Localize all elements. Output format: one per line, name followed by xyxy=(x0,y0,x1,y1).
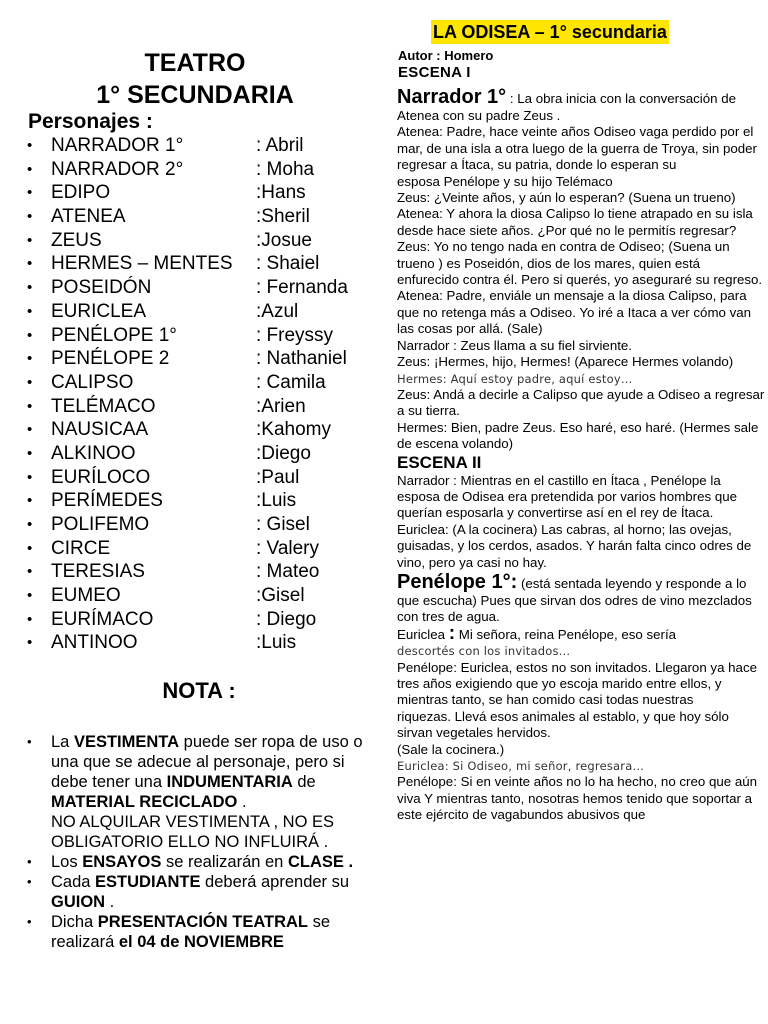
cast-row xyxy=(27,608,387,632)
scene-heading: ESCENA I xyxy=(398,64,471,81)
cast-actor: : Shaiel xyxy=(256,253,320,275)
script-line: descortés con los invitados… xyxy=(397,644,571,659)
note-keyword: GUION xyxy=(51,893,106,911)
nota-heading: NOTA : xyxy=(162,678,236,703)
cast-row xyxy=(27,276,387,300)
script-line: esposa Penélope y su hijo Telémaco xyxy=(397,173,613,189)
cast-actor: :Hans xyxy=(256,182,306,204)
cast-actor: :Gisel xyxy=(256,585,305,607)
author-line: Autor : Homero xyxy=(398,48,494,63)
bullet-icon: • xyxy=(27,444,33,462)
cast-row xyxy=(27,371,387,395)
cast-row xyxy=(27,537,387,561)
bullet-icon: • xyxy=(27,208,33,226)
cast-role: HERMES – MENTES xyxy=(51,253,233,275)
cast-role: NARRADOR 1° xyxy=(51,135,184,156)
cast-role: NAUSICAA xyxy=(51,419,149,441)
note-keyword: MATERIAL RECICLADO xyxy=(51,793,238,811)
cast-role: EDIPO xyxy=(51,182,111,204)
cast-role: PENÉLOPE 1° xyxy=(51,324,177,346)
bullet-icon: • xyxy=(27,734,32,749)
bullet-icon: • xyxy=(27,563,33,581)
note-presentation xyxy=(27,912,367,952)
script-line xyxy=(397,86,765,124)
bullet-icon: • xyxy=(27,302,33,320)
bullet-icon: • xyxy=(27,492,33,510)
scene-heading: ESCENA II xyxy=(397,452,482,472)
cast-role: EUMEO xyxy=(51,585,121,607)
page-title-line2: 1° SECUNDARIA xyxy=(96,81,294,109)
bullet-icon: • xyxy=(27,634,33,652)
cast-row xyxy=(27,560,387,584)
note-keyword: PRESENTACIÓN TEATRAL xyxy=(97,913,309,931)
bullet-icon: • xyxy=(27,914,32,929)
cast-actor: :Diego xyxy=(256,442,311,464)
note-keyword: ESTUDIANTE xyxy=(95,873,201,891)
cast-actor: : Fernanda xyxy=(256,277,348,299)
cast-actor: :Josue xyxy=(256,229,312,251)
script-line: Narrador : Zeus llama a su fiel sirviente. xyxy=(397,337,633,353)
cast-role: CALIPSO xyxy=(51,371,134,393)
bullet-icon: • xyxy=(27,516,33,533)
cast-actor: : Abril xyxy=(256,135,304,156)
bullet-icon: • xyxy=(27,587,33,605)
speaker-label: Narrador 1° xyxy=(397,86,507,108)
note-text: NO ALQUILAR VESTIMENTA , NO ES OBLIGATORIO ELLO NO INFLUIRÁ . xyxy=(51,813,335,851)
cast-actor: : Freyssy xyxy=(256,324,334,346)
bullet-icon: • xyxy=(27,184,33,202)
cast-actor: :Luis xyxy=(256,490,297,512)
cast-row xyxy=(27,395,387,419)
bullet-icon: • xyxy=(27,421,33,439)
cast-actor: :Sheril xyxy=(256,206,310,228)
cast-actor: :Arien xyxy=(256,395,306,417)
note-text: Los xyxy=(51,853,83,871)
cast-role: NARRADOR 2° xyxy=(51,158,184,180)
script-line: Atenea: Y ahora la diosa Calipso lo tiene atrapado en su isla desde hace siete años. ¿Por qué no le permitís regresar? xyxy=(397,206,753,238)
script-line: Zeus: ¿Veinte años, y aún lo esperan? (Suena un trueno) xyxy=(397,190,736,206)
note-text: . xyxy=(237,793,247,811)
cast-row xyxy=(27,324,387,348)
bullet-icon: • xyxy=(27,468,33,486)
cast-list xyxy=(27,134,387,655)
cast-row xyxy=(27,181,387,205)
bullet-icon: • xyxy=(27,279,33,297)
cast-role: EURÍMACO xyxy=(51,608,154,630)
script-line: Penélope: Euriclea, estos no son invitados. Llegaron ya hace tres años exigiendo que yo escoja marido entre ellos, y mientras tanto, se han comido casi todas nuestras xyxy=(397,659,757,708)
script-line: Euriclea: (A la cocinera) Las cabras, al horno; las ovejas, guisadas, y los cerdos, asados. Y harán falta cinco odres de vino, pero ya casi no hay. xyxy=(397,521,752,570)
note-keyword: el 04 de NOVIEMBRE xyxy=(118,933,284,951)
note-text: puede ser ropa de uso o una que se adecue al personaje, pero si debe tener una xyxy=(51,733,363,791)
note-text: deberá aprender su xyxy=(200,873,350,891)
document-title: LA ODISEA – 1° secundaria xyxy=(433,22,667,42)
script-line: Zeus: Andá a decirle a Calipso que ayude a Odiseo a regresar a su tierra. xyxy=(397,386,765,419)
cast-actor: : Diego xyxy=(256,608,317,630)
cast-row xyxy=(27,347,387,371)
script-line: Zeus: Yo no tengo nada en contra de Odiseo; (Suena un trueno ) es Poseidón, dios de los mares, quien está enfurecido contra él. Pero si querés, yo aseguraré su regreso. xyxy=(397,239,763,288)
note-keyword: VESTIMENTA xyxy=(73,733,180,751)
cast-actor: : Gisel xyxy=(256,514,310,535)
cast-role: EURICLEA xyxy=(51,300,147,322)
cast-actor: :Azul xyxy=(256,300,299,322)
cast-role: EURÍLOCO xyxy=(51,466,151,488)
cast-row xyxy=(27,631,387,655)
cast-row xyxy=(27,229,387,253)
script-line: Hermes: Aquí estoy padre, aquí estoy… xyxy=(397,371,633,386)
bullet-icon: • xyxy=(27,874,32,889)
note-keyword: ENSAYOS xyxy=(82,853,162,871)
cast-row xyxy=(27,134,387,158)
bullet-icon: • xyxy=(27,350,33,368)
cast-role: PENÉLOPE 2 xyxy=(51,348,170,370)
cast-role: TERESIAS xyxy=(51,561,145,583)
cast-role: ZEUS xyxy=(51,229,102,251)
cast-role: ANTINOO xyxy=(51,632,138,654)
cast-actor: : Moha xyxy=(256,158,315,180)
script-line: (Sale la cocinera.) xyxy=(397,741,505,757)
script-line: Hermes: Bien, padre Zeus. Eso haré, eso haré. (Hermes sale de escena volando) xyxy=(397,419,759,452)
bullet-icon: • xyxy=(27,255,33,273)
cast-role: POSEIDÓN xyxy=(51,277,152,299)
speaker-label: Penélope 1°: xyxy=(397,570,518,593)
note-text: Cada xyxy=(51,873,96,891)
cast-actor: : Valery xyxy=(256,537,320,559)
cast-actor: :Luis xyxy=(256,632,297,654)
note-text: de xyxy=(292,773,316,791)
script-column xyxy=(396,0,768,1024)
bullet-icon: • xyxy=(27,160,33,178)
script-body xyxy=(397,86,765,824)
cast-actor: :Paul xyxy=(256,466,300,488)
cast-role: CIRCE xyxy=(51,537,111,559)
note-text: . xyxy=(105,893,115,911)
cast-heading: Personajes : xyxy=(28,110,153,133)
note-text: Dicha xyxy=(51,913,98,931)
note-rehearsals xyxy=(27,852,367,872)
bullet-icon: • xyxy=(27,373,33,391)
cast-role: POLIFEMO xyxy=(51,514,150,535)
note-keyword: CLASE . xyxy=(287,853,354,871)
bullet-icon: • xyxy=(27,137,33,154)
bullet-icon: • xyxy=(27,539,33,557)
script-line: riquezas. Llevá esos animales al establo, y que hoy sólo sirvan vegetales hervidos. xyxy=(397,708,729,741)
bullet-icon: • xyxy=(27,326,33,344)
dialogue-text: : La obra inicia con la conversación de Atenea con su padre Zeus . xyxy=(397,91,737,123)
note-text: se realizarán en xyxy=(161,853,288,871)
bullet-icon: • xyxy=(27,854,32,869)
cast-role: ATENEA xyxy=(51,206,126,228)
cast-row xyxy=(27,442,387,466)
cast-row xyxy=(27,513,387,537)
cast-row xyxy=(27,584,387,608)
cast-actor: : Mateo xyxy=(256,561,320,583)
speaker-colon: : xyxy=(448,622,456,644)
script-line: Euriclea: Si Odiseo, mi señor, regresara… xyxy=(397,759,645,774)
cast-row xyxy=(27,158,387,182)
bullet-icon: • xyxy=(27,397,33,415)
dialogue-text: (está sentada leyendo y responde a lo que escucha) Pues que sirvan dos odres de vino mezclados con tres de agua. xyxy=(397,575,752,625)
cast-row xyxy=(27,489,387,513)
cast-actor: : Camila xyxy=(256,371,326,393)
cast-row xyxy=(27,466,387,490)
bullet-icon: • xyxy=(27,610,33,628)
note-text: La xyxy=(51,733,74,751)
cast-role: PERÍMEDES xyxy=(51,490,163,512)
cast-role: ALKINOO xyxy=(51,442,136,464)
script-line: Atenea: Padre, hace veinte años Odiseo vaga perdido por el mar, de una isla a otra luego de la guerra de Troya, sin poder regresar a Ítaca, su patria, donde lo esperan su xyxy=(397,124,757,173)
cast-row xyxy=(27,300,387,324)
script-line: Atenea: Padre, enviále un mensaje a la diosa Calipso, para que no retenga más a Odiseo. Yo iré a Itaca a ver cómo van las cosas por allá. (Sale) xyxy=(397,288,752,337)
cast-row xyxy=(27,418,387,442)
script-line: Penélope: Si en veinte años no lo ha hecho, no creo que aún viva Y mientras tanto, nosotras hemos tenido que soportar a este ejército de vagabundos abusivos que xyxy=(397,774,758,823)
script-line: Zeus: ¡Hermes, hijo, Hermes! (Aparece Hermes volando) xyxy=(397,354,734,370)
script-line xyxy=(397,622,765,644)
script-line: Narrador : Mientras en el castillo en Ítaca , Penélope la esposa de Odisea era pretendida por varios hombres que querían esposarla y convertirse así en el rey de Ítaca. xyxy=(397,472,738,521)
cast-row xyxy=(27,205,387,229)
page-title-line1: TEATRO xyxy=(144,49,246,77)
cast-role: TELÉMACO xyxy=(51,395,156,417)
cast-row xyxy=(27,252,387,276)
note-keyword: INDUMENTARIA xyxy=(166,773,293,791)
cast-actor: :Kahomy xyxy=(256,419,331,441)
note-script xyxy=(27,872,367,912)
note-text: se realizará xyxy=(51,913,331,951)
notes-list xyxy=(27,732,367,952)
dialogue-text: Mi señora, reina Penélope, eso sería xyxy=(455,626,677,642)
cast-actor: : Nathaniel xyxy=(256,348,347,370)
bullet-icon: • xyxy=(27,231,33,249)
note-costume xyxy=(27,732,367,852)
speaker-label: Euriclea xyxy=(397,626,449,642)
script-line xyxy=(397,571,765,626)
